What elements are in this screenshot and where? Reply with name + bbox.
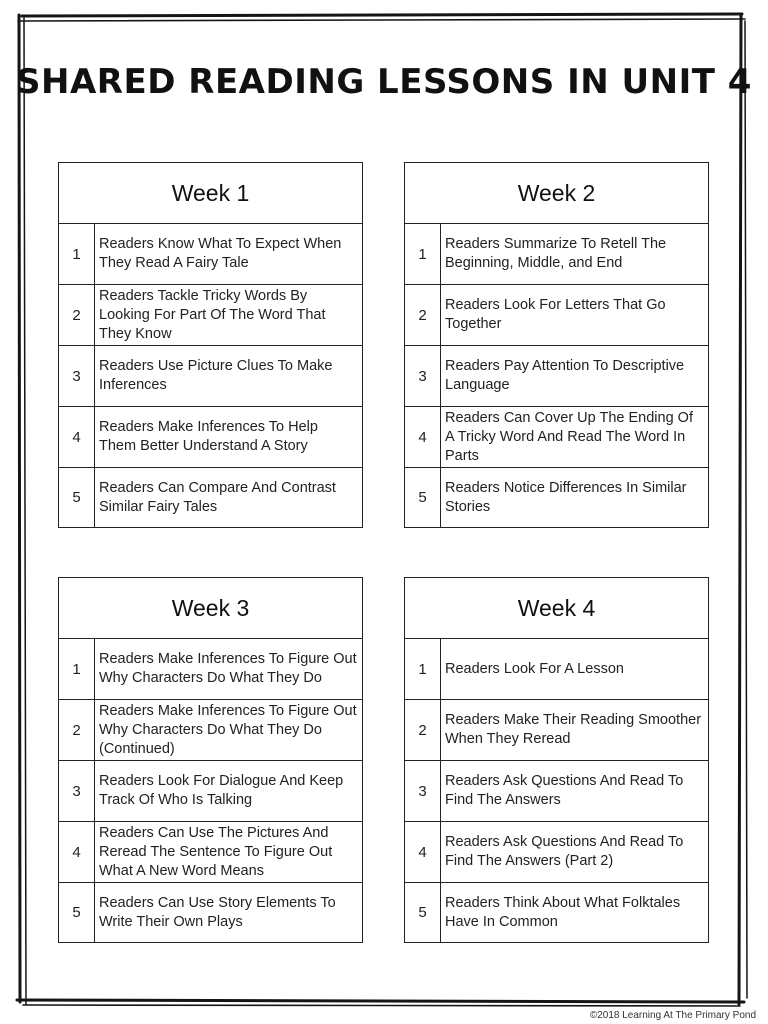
lesson-number: 2 bbox=[59, 700, 95, 760]
table-row bbox=[405, 883, 708, 942]
table-row bbox=[59, 285, 362, 346]
lesson-number: 5 bbox=[59, 468, 95, 527]
week-2-table bbox=[404, 162, 709, 528]
week-3-header: Week 3 bbox=[59, 578, 362, 639]
lesson-number: 1 bbox=[405, 639, 441, 699]
week-1-header: Week 1 bbox=[59, 163, 362, 224]
lesson-title: Readers Can Compare And Contrast Similar Fairy Tales bbox=[99, 479, 336, 515]
week-2-header: Week 2 bbox=[405, 163, 708, 224]
lesson-number: 3 bbox=[405, 346, 441, 406]
lesson-number: 1 bbox=[59, 224, 95, 284]
lesson-number: 1 bbox=[59, 639, 95, 699]
lesson-title: Readers Make Their Reading Smoother When They Reread bbox=[445, 712, 702, 747]
table-row bbox=[59, 822, 362, 883]
lesson-number: 3 bbox=[59, 761, 95, 821]
lesson-title: Readers Make Inferences To Figure Out Why Characters Do What They Do bbox=[99, 651, 357, 686]
lesson-title: Readers Pay Attention To Descriptive Language bbox=[445, 358, 685, 393]
table-row bbox=[59, 883, 362, 942]
table-row bbox=[59, 407, 362, 468]
table-row bbox=[405, 346, 708, 407]
table-row bbox=[405, 700, 708, 761]
table-row bbox=[405, 407, 708, 468]
lesson-title: Readers Ask Questions And Read To Find The Answers (Part 2) bbox=[445, 834, 684, 869]
table-row bbox=[59, 346, 362, 407]
week-3-table bbox=[58, 577, 363, 943]
lesson-title: Readers Look For Letters That Go Together bbox=[445, 297, 666, 332]
table-row bbox=[59, 639, 362, 700]
lesson-title: Readers Think About What Folktales Have In Common bbox=[445, 894, 681, 930]
lesson-number: 1 bbox=[405, 224, 441, 284]
lesson-title: Readers Look For A Lesson bbox=[445, 660, 624, 677]
table-row bbox=[405, 761, 708, 822]
lesson-title: Readers Make Inferences To Figure Out Why Characters Do What They Do (Continued) bbox=[99, 702, 357, 757]
lesson-number: 2 bbox=[405, 700, 441, 760]
lesson-title: Readers Notice Differences In Similar Stories bbox=[445, 479, 687, 515]
table-row bbox=[405, 285, 708, 346]
week-1-table bbox=[58, 162, 363, 528]
lesson-number: 4 bbox=[59, 822, 95, 882]
lesson-number: 3 bbox=[405, 761, 441, 821]
lesson-title: Readers Know What To Expect When They Read A Fairy Tale bbox=[99, 236, 342, 271]
lesson-title: Readers Tackle Tricky Words By Looking For Part Of The Word That They Know bbox=[99, 287, 326, 342]
lesson-number: 2 bbox=[59, 285, 95, 345]
table-row bbox=[59, 761, 362, 822]
lesson-title: Readers Can Use Story Elements To Write Their Own Plays bbox=[99, 894, 336, 930]
lesson-number: 5 bbox=[59, 883, 95, 942]
lesson-title: Readers Use Picture Clues To Make Inferences bbox=[99, 358, 333, 393]
lesson-number: 2 bbox=[405, 285, 441, 345]
lesson-number: 5 bbox=[405, 468, 441, 527]
lesson-number: 4 bbox=[405, 822, 441, 882]
lesson-number: 4 bbox=[59, 407, 95, 467]
table-row bbox=[405, 639, 708, 700]
week-4-table bbox=[404, 577, 709, 943]
copyright-notice: ©2018 Learning At The Primary Pond bbox=[589, 1010, 756, 1021]
lesson-title: Readers Look For Dialogue And Keep Track Of Who Is Talking bbox=[99, 773, 344, 808]
lesson-title: Readers Can Use The Pictures And Reread The Sentence To Figure Out What A New Word Means bbox=[99, 824, 333, 879]
week-4-header: Week 4 bbox=[405, 578, 708, 639]
table-row bbox=[405, 822, 708, 883]
lesson-title: Readers Summarize To Retell The Beginning, Middle, and End bbox=[445, 236, 667, 271]
table-row bbox=[405, 224, 708, 285]
table-row bbox=[59, 468, 362, 527]
lesson-number: 5 bbox=[405, 883, 441, 942]
table-row bbox=[59, 224, 362, 285]
lesson-number: 3 bbox=[59, 346, 95, 406]
page-title: SHARED READING LESSONS IN UNIT 4 bbox=[16, 62, 752, 102]
table-row bbox=[59, 700, 362, 761]
lesson-title: Readers Ask Questions And Read To Find The Answers bbox=[445, 773, 684, 808]
table-row bbox=[405, 468, 708, 527]
lesson-title: Readers Can Cover Up The Ending Of A Tricky Word And Read The Word In Parts bbox=[445, 409, 693, 464]
lesson-title: Readers Make Inferences To Help Them Better Understand A Story bbox=[99, 419, 318, 454]
lesson-number: 4 bbox=[405, 407, 441, 467]
